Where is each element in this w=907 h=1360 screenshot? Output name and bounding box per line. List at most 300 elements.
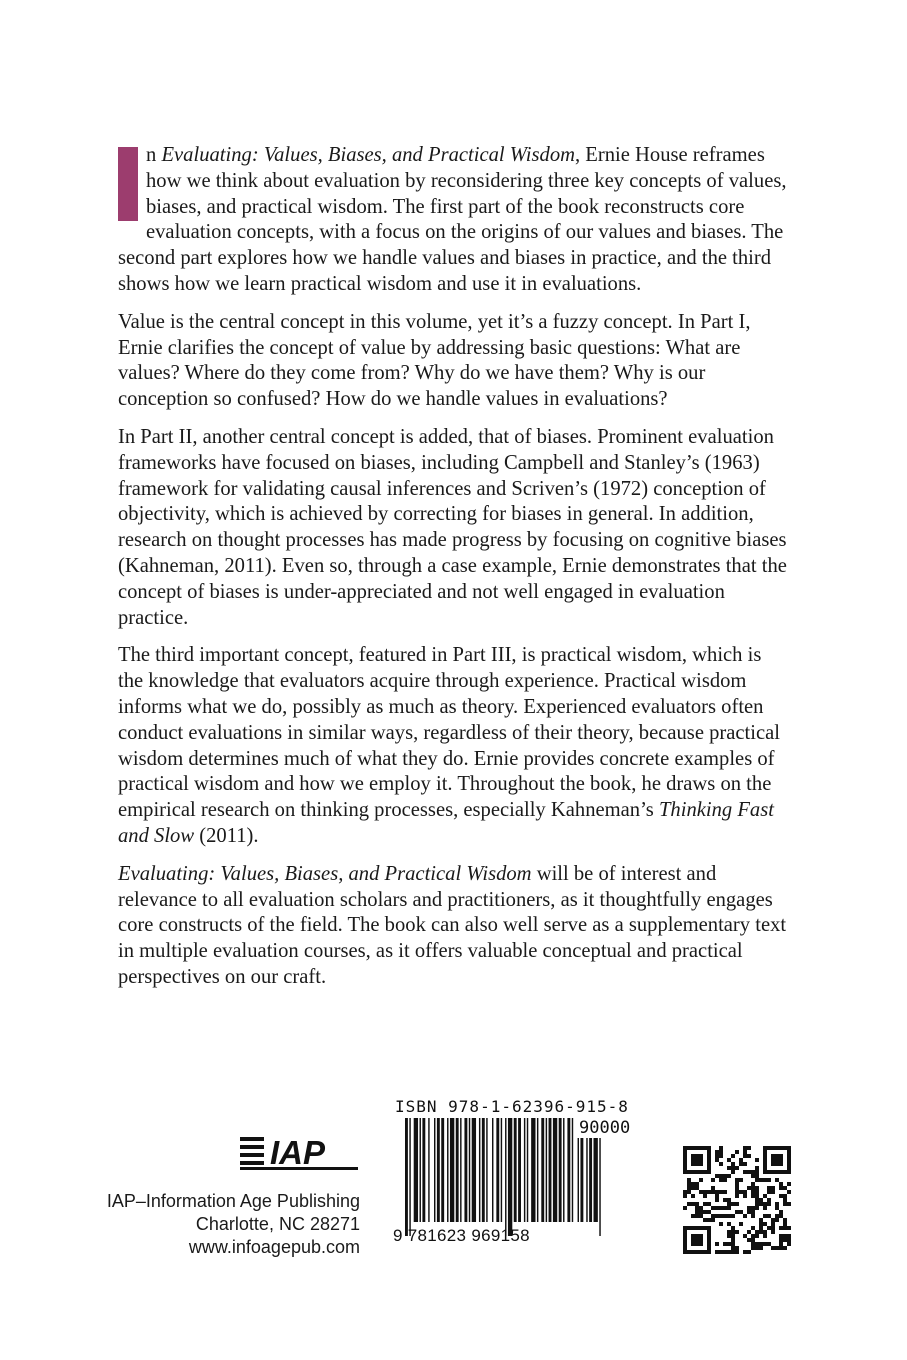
qr-module bbox=[783, 1198, 787, 1202]
barcode-bar bbox=[514, 1118, 517, 1222]
qr-module bbox=[767, 1190, 771, 1194]
qr-module bbox=[771, 1154, 775, 1158]
qr-module bbox=[771, 1218, 775, 1222]
qr-module bbox=[703, 1218, 707, 1222]
qr-module bbox=[755, 1190, 759, 1194]
qr-module bbox=[691, 1194, 695, 1198]
qr-module bbox=[747, 1170, 751, 1174]
qr-module bbox=[771, 1190, 775, 1194]
qr-module bbox=[743, 1190, 747, 1194]
logo-stripe bbox=[240, 1153, 264, 1157]
barcode-bar bbox=[420, 1118, 421, 1222]
qr-module bbox=[707, 1226, 711, 1230]
qr-module bbox=[787, 1226, 791, 1230]
qr-module bbox=[743, 1170, 747, 1174]
qr-module bbox=[707, 1210, 711, 1214]
qr-module bbox=[719, 1162, 723, 1166]
qr-module bbox=[779, 1182, 783, 1186]
qr-module bbox=[755, 1174, 759, 1178]
iap-logo bbox=[240, 1135, 358, 1171]
qr-module bbox=[771, 1222, 775, 1226]
qr-module bbox=[763, 1146, 767, 1150]
qr-module bbox=[691, 1182, 695, 1186]
qr-module bbox=[695, 1182, 699, 1186]
qr-module bbox=[715, 1154, 719, 1158]
qr-module bbox=[735, 1182, 739, 1186]
qr-module bbox=[783, 1218, 787, 1222]
qr-module bbox=[731, 1170, 735, 1174]
barcode-bar bbox=[469, 1118, 470, 1222]
qr-module bbox=[683, 1230, 687, 1234]
barcode-bar bbox=[486, 1118, 487, 1222]
qr-module bbox=[735, 1246, 739, 1250]
qr-module bbox=[707, 1202, 711, 1206]
qr-module bbox=[695, 1158, 699, 1162]
barcode-digits: 9 781623 969158 bbox=[393, 1226, 530, 1245]
qr-module bbox=[787, 1242, 791, 1246]
qr-module bbox=[723, 1214, 727, 1218]
qr-module bbox=[699, 1214, 703, 1218]
qr-module bbox=[739, 1178, 743, 1182]
qr-module bbox=[687, 1202, 691, 1206]
barcode-bar bbox=[496, 1118, 499, 1222]
qr-module bbox=[715, 1198, 719, 1202]
qr-module bbox=[767, 1198, 771, 1202]
qr-module bbox=[719, 1214, 723, 1218]
barcode-bar bbox=[450, 1118, 454, 1222]
qr-module bbox=[699, 1210, 703, 1214]
qr-module bbox=[695, 1210, 699, 1214]
qr-module bbox=[787, 1154, 791, 1158]
qr-module bbox=[759, 1202, 763, 1206]
qr-module bbox=[711, 1178, 715, 1182]
qr-module bbox=[751, 1210, 755, 1214]
qr-module bbox=[727, 1202, 731, 1206]
paragraph-intro bbox=[118, 143, 790, 298]
qr-module bbox=[695, 1242, 699, 1246]
barcode-bar bbox=[456, 1118, 459, 1222]
qr-module bbox=[735, 1178, 739, 1182]
qr-module bbox=[767, 1170, 771, 1174]
paragraph-biases: In Part II, another central concept is added, that of biases. Prominent evaluation frameworks have focused on biases, including Campbell and Stanley’s (1963) framework for validating causal inferences and Scriven’s (1972) conception of objectivity, which is achieved by correcting for biases in general. In addition, research on thought processes has made progress by focusing on cognitive biases (Kahneman, 2011). Even so, through a case example, Ernie demonstrates that the concept of biases is under-appreciated and not well engaged in evaluation practice. bbox=[118, 425, 787, 629]
qr-module bbox=[695, 1214, 699, 1218]
qr-module bbox=[695, 1186, 699, 1190]
qr-module bbox=[715, 1206, 719, 1210]
qr-module bbox=[727, 1230, 731, 1234]
qr-module bbox=[751, 1238, 755, 1242]
qr-module bbox=[759, 1222, 763, 1226]
qr-module bbox=[691, 1226, 695, 1230]
cover-description bbox=[118, 143, 790, 1003]
qr-module bbox=[683, 1250, 687, 1254]
barcode-bar bbox=[405, 1118, 408, 1236]
qr-module bbox=[703, 1190, 707, 1194]
qr-module bbox=[683, 1166, 687, 1170]
qr-module bbox=[763, 1242, 767, 1246]
qr-module bbox=[759, 1246, 763, 1250]
qr-module bbox=[751, 1194, 755, 1198]
qr-module bbox=[699, 1234, 703, 1238]
qr-module bbox=[719, 1222, 723, 1226]
qr-module bbox=[755, 1246, 759, 1250]
qr-module bbox=[767, 1178, 771, 1182]
qr-module bbox=[751, 1186, 755, 1190]
qr-module bbox=[715, 1150, 719, 1154]
qr-module bbox=[767, 1214, 771, 1218]
barcode-bar bbox=[422, 1118, 425, 1222]
qr-module bbox=[779, 1210, 783, 1214]
qr-module bbox=[719, 1250, 723, 1254]
qr-module bbox=[739, 1222, 743, 1226]
qr-module bbox=[743, 1234, 747, 1238]
qr-module bbox=[759, 1226, 763, 1230]
qr-module bbox=[747, 1238, 751, 1242]
qr-module bbox=[683, 1190, 687, 1194]
qr-module bbox=[775, 1154, 779, 1158]
qr-module bbox=[699, 1190, 703, 1194]
qr-module bbox=[731, 1166, 735, 1170]
qr-module bbox=[747, 1250, 751, 1254]
qr-module bbox=[691, 1234, 695, 1238]
qr-module bbox=[719, 1154, 723, 1158]
qr-module bbox=[695, 1206, 699, 1210]
qr-module bbox=[787, 1150, 791, 1154]
qr-module bbox=[743, 1146, 747, 1150]
qr-module bbox=[687, 1182, 691, 1186]
qr-module bbox=[775, 1158, 779, 1162]
qr-module bbox=[779, 1214, 783, 1218]
qr-module bbox=[683, 1158, 687, 1162]
barcode-bar bbox=[414, 1118, 418, 1222]
qr-module bbox=[755, 1230, 759, 1234]
qr-module bbox=[695, 1234, 699, 1238]
barcode-bar bbox=[434, 1118, 435, 1222]
qr-module bbox=[787, 1146, 791, 1150]
qr-module bbox=[703, 1226, 707, 1230]
qr-module bbox=[711, 1186, 715, 1190]
qr-module bbox=[723, 1242, 727, 1246]
paragraph-values: Value is the central concept in this volume, yet it’s a fuzzy concept. In Part I, Ernie clarifies the concept of value by addressing basic questions: What are values? Where do they come from? Why do we have them? Why is our conception so confused? How do we handle values in evaluations? bbox=[118, 310, 751, 411]
qr-module bbox=[775, 1162, 779, 1166]
qr-module bbox=[775, 1146, 779, 1150]
barcode-bar bbox=[518, 1118, 521, 1222]
qr-module bbox=[683, 1238, 687, 1242]
qr-module bbox=[779, 1162, 783, 1166]
qr-module bbox=[735, 1250, 739, 1254]
intro-text: , Ernie House reframes how we think about evaluation by reconsidering three key concepts of values, biases, and practical wisdom. The first part of the book reconstructs core evaluation concepts, with a focus on the origins of our values and biases. The second part explores how we handle values and biases in practice, and the third shows how we learn practical wisdom and use it in evaluations. bbox=[118, 144, 787, 295]
logo-stripe bbox=[240, 1137, 264, 1141]
qr-module bbox=[683, 1162, 687, 1166]
qr-module bbox=[751, 1214, 755, 1218]
qr-module bbox=[763, 1202, 767, 1206]
qr-module bbox=[759, 1230, 763, 1234]
qr-module bbox=[787, 1182, 791, 1186]
wisdom-tail: (2011). bbox=[194, 824, 259, 847]
qr-module bbox=[751, 1206, 755, 1210]
qr-module bbox=[771, 1146, 775, 1150]
barcode-bar bbox=[563, 1118, 564, 1222]
qr-module bbox=[695, 1170, 699, 1174]
qr-module bbox=[691, 1238, 695, 1242]
barcode-bar bbox=[482, 1118, 485, 1222]
qr-module bbox=[695, 1202, 699, 1206]
qr-module bbox=[695, 1226, 699, 1230]
qr-module bbox=[723, 1250, 727, 1254]
qr-module bbox=[731, 1162, 735, 1166]
qr-module bbox=[719, 1150, 723, 1154]
qr-module bbox=[723, 1190, 727, 1194]
barcode-bar bbox=[549, 1118, 552, 1222]
qr-module bbox=[707, 1218, 711, 1222]
qr-module bbox=[763, 1170, 767, 1174]
qr-module bbox=[723, 1174, 727, 1178]
qr-module bbox=[707, 1190, 711, 1194]
qr-module bbox=[735, 1166, 739, 1170]
qr-module bbox=[683, 1194, 687, 1198]
qr-module bbox=[731, 1238, 735, 1242]
qr-module bbox=[691, 1250, 695, 1254]
qr-module bbox=[743, 1194, 747, 1198]
qr-module bbox=[743, 1154, 747, 1158]
barcode-bar bbox=[464, 1118, 467, 1222]
qr-module bbox=[719, 1174, 723, 1178]
qr-module bbox=[683, 1170, 687, 1174]
qr-module bbox=[771, 1226, 775, 1230]
qr-module bbox=[755, 1206, 759, 1210]
qr-module bbox=[707, 1230, 711, 1234]
qr-module bbox=[683, 1206, 687, 1210]
qr-module bbox=[719, 1178, 723, 1182]
qr-module bbox=[755, 1158, 759, 1162]
barcode-bar bbox=[460, 1118, 461, 1222]
book-title-italic-2: Evaluating: Values, Biases, and Practical Wisdom bbox=[118, 862, 532, 885]
drop-cap-block bbox=[118, 147, 138, 221]
qr-module bbox=[735, 1150, 739, 1154]
qr-module bbox=[755, 1170, 759, 1174]
qr-module bbox=[687, 1186, 691, 1190]
barcode-bar bbox=[537, 1118, 538, 1222]
qr-module bbox=[751, 1242, 755, 1246]
publisher-name: IAP–Information Age Publishing bbox=[106, 1191, 360, 1211]
qr-module bbox=[727, 1214, 731, 1218]
qr-module bbox=[747, 1186, 751, 1190]
qr-module bbox=[699, 1178, 703, 1182]
qr-module bbox=[723, 1198, 727, 1202]
qr-module bbox=[695, 1154, 699, 1158]
qr-module bbox=[699, 1242, 703, 1246]
qr-module bbox=[683, 1146, 687, 1150]
barcode-bar bbox=[531, 1118, 535, 1222]
qr-module bbox=[787, 1234, 791, 1238]
qr-module bbox=[755, 1178, 759, 1182]
qr-module bbox=[779, 1226, 783, 1230]
qr-module bbox=[755, 1242, 759, 1246]
qr-module bbox=[763, 1234, 767, 1238]
qr-module bbox=[707, 1146, 711, 1150]
qr-module bbox=[779, 1238, 783, 1242]
qr-module bbox=[763, 1150, 767, 1154]
qr-module bbox=[755, 1186, 759, 1190]
qr-module bbox=[699, 1158, 703, 1162]
qr-module bbox=[707, 1246, 711, 1250]
qr-module bbox=[687, 1226, 691, 1230]
qr-module bbox=[779, 1246, 783, 1250]
qr-module bbox=[703, 1250, 707, 1254]
qr-module bbox=[719, 1146, 723, 1150]
price-code: 90000 bbox=[579, 1118, 631, 1138]
qr-module bbox=[687, 1146, 691, 1150]
qr-module bbox=[727, 1250, 731, 1254]
qr-module bbox=[763, 1206, 767, 1210]
qr-module bbox=[727, 1206, 731, 1210]
paragraph-wisdom bbox=[118, 643, 790, 849]
barcode-bar bbox=[527, 1118, 528, 1222]
qr-module bbox=[751, 1190, 755, 1194]
qr-module bbox=[691, 1242, 695, 1246]
qr-module bbox=[731, 1214, 735, 1218]
qr-module bbox=[787, 1170, 791, 1174]
qr-module bbox=[703, 1210, 707, 1214]
qr-module bbox=[699, 1250, 703, 1254]
qr-module bbox=[751, 1182, 755, 1186]
qr-module bbox=[735, 1202, 739, 1206]
qr-module bbox=[767, 1226, 771, 1230]
barcode-bar bbox=[447, 1118, 448, 1222]
barcode-bar bbox=[472, 1118, 476, 1222]
qr-module bbox=[703, 1170, 707, 1174]
barcode-bar bbox=[437, 1118, 440, 1222]
barcode-bar bbox=[546, 1118, 547, 1222]
qr-module bbox=[687, 1170, 691, 1174]
qr-module bbox=[779, 1170, 783, 1174]
barcode-bar bbox=[428, 1118, 429, 1222]
barcode-bar bbox=[553, 1118, 557, 1222]
qr-module bbox=[747, 1146, 751, 1150]
qr-module bbox=[683, 1150, 687, 1154]
qr-module bbox=[711, 1206, 715, 1210]
qr-module bbox=[707, 1154, 711, 1158]
qr-module bbox=[739, 1210, 743, 1214]
qr-module bbox=[699, 1146, 703, 1150]
qr-module bbox=[719, 1190, 723, 1194]
qr-module bbox=[763, 1158, 767, 1162]
qr-module bbox=[755, 1194, 759, 1198]
qr-module bbox=[783, 1194, 787, 1198]
qr-module bbox=[691, 1170, 695, 1174]
qr-module bbox=[743, 1150, 747, 1154]
qr-module bbox=[783, 1246, 787, 1250]
qr-module bbox=[771, 1158, 775, 1162]
qr-module bbox=[691, 1186, 695, 1190]
logo-stripe bbox=[240, 1145, 264, 1149]
qr-module bbox=[703, 1194, 707, 1198]
publisher-website: www.infoagepub.com bbox=[188, 1237, 360, 1257]
qr-module bbox=[759, 1218, 763, 1222]
qr-module bbox=[751, 1246, 755, 1250]
qr-module bbox=[735, 1210, 739, 1214]
qr-module bbox=[731, 1230, 735, 1234]
qr-module bbox=[695, 1146, 699, 1150]
qr-module bbox=[783, 1186, 787, 1190]
book-title-italic: Evaluating: Values, Biases, and Practical Wisdom bbox=[161, 144, 575, 166]
qr-module bbox=[687, 1190, 691, 1194]
qr-module bbox=[759, 1198, 763, 1202]
audience-text: will be of interest and relevance to all evaluation scholars and practitioners, as it thoughtfully engages core constructs of the field. The book can also well serve as a supplementary text in multiple evaluation courses, as it offers valuable conceptual and practical perspectives on our craft. bbox=[118, 862, 787, 988]
qr-module bbox=[683, 1234, 687, 1238]
qr-module bbox=[695, 1250, 699, 1254]
qr-module bbox=[727, 1198, 731, 1202]
qr-module bbox=[779, 1234, 783, 1238]
qr-module bbox=[691, 1154, 695, 1158]
qr-module bbox=[755, 1234, 759, 1238]
qr-module bbox=[767, 1242, 771, 1246]
qr-module bbox=[775, 1170, 779, 1174]
qr-module bbox=[771, 1246, 775, 1250]
qr-module bbox=[735, 1194, 739, 1198]
publisher-info bbox=[100, 1190, 360, 1259]
qr-module bbox=[703, 1202, 707, 1206]
qr-module bbox=[731, 1154, 735, 1158]
qr-module bbox=[707, 1158, 711, 1162]
qr-module bbox=[715, 1194, 719, 1198]
qr-module bbox=[707, 1242, 711, 1246]
qr-module bbox=[775, 1246, 779, 1250]
barcode-bar bbox=[524, 1118, 525, 1222]
barcode-bar bbox=[409, 1118, 410, 1236]
qr-module bbox=[755, 1198, 759, 1202]
qr-module bbox=[699, 1162, 703, 1166]
qr-module bbox=[731, 1234, 735, 1238]
qr-module bbox=[775, 1178, 779, 1182]
qr-module bbox=[751, 1226, 755, 1230]
barcode-bar bbox=[501, 1118, 502, 1222]
qr-module bbox=[779, 1158, 783, 1162]
qr-module bbox=[695, 1162, 699, 1166]
qr-module bbox=[751, 1174, 755, 1178]
qr-module bbox=[787, 1190, 791, 1194]
qr-module bbox=[779, 1242, 783, 1246]
qr-module bbox=[727, 1174, 731, 1178]
qr-module bbox=[747, 1230, 751, 1234]
qr-module bbox=[687, 1178, 691, 1182]
isbn-label: ISBN 978-1-62396-915-8 bbox=[395, 1097, 629, 1116]
qr-module bbox=[691, 1158, 695, 1162]
qr-module bbox=[715, 1158, 719, 1162]
barcode-bar bbox=[479, 1118, 480, 1222]
qr-module bbox=[787, 1202, 791, 1206]
qr-module bbox=[707, 1250, 711, 1254]
qr-module bbox=[783, 1170, 787, 1174]
qr-module bbox=[715, 1174, 719, 1178]
qr-module bbox=[707, 1170, 711, 1174]
qr-module bbox=[783, 1226, 787, 1230]
qr-module bbox=[735, 1190, 739, 1194]
logo-stripe bbox=[240, 1161, 264, 1165]
qr-module bbox=[707, 1150, 711, 1154]
qr-module bbox=[747, 1206, 751, 1210]
qr-module bbox=[727, 1158, 731, 1162]
qr-module bbox=[727, 1242, 731, 1246]
qr-module bbox=[683, 1226, 687, 1230]
qr-module bbox=[763, 1162, 767, 1166]
barcode-bar bbox=[541, 1118, 544, 1222]
qr-module bbox=[775, 1218, 779, 1222]
qr-module bbox=[683, 1242, 687, 1246]
qr-module bbox=[715, 1250, 719, 1254]
qr-module bbox=[699, 1154, 703, 1158]
qr-module bbox=[699, 1238, 703, 1242]
qr-module bbox=[763, 1166, 767, 1170]
